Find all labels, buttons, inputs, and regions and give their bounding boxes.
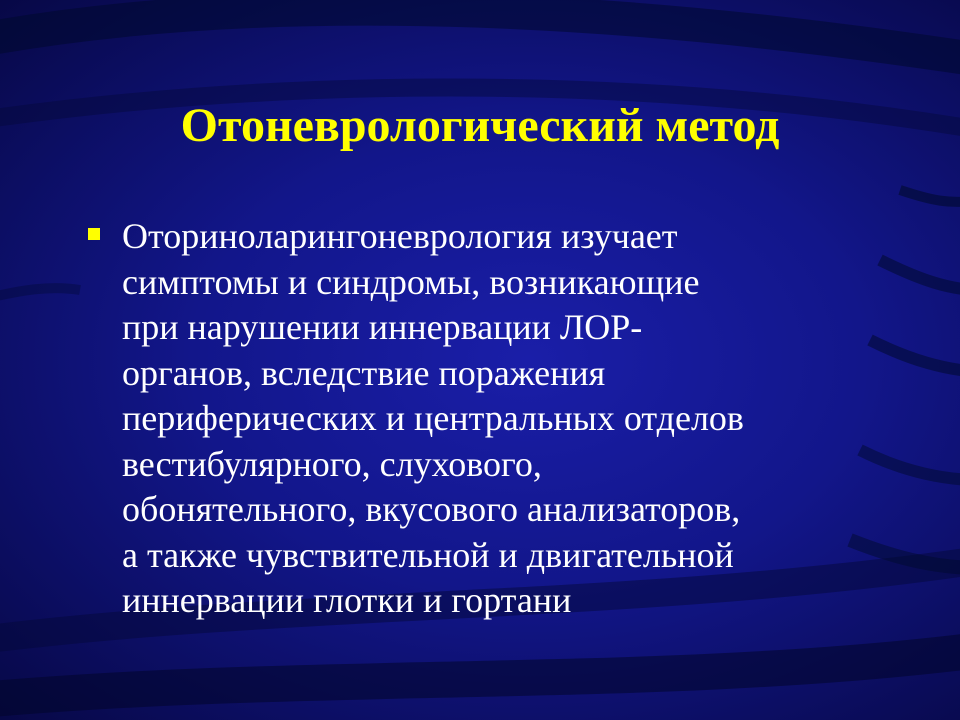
- bullet-item: [86, 214, 866, 624]
- slide-title: Отоневрологический метод: [180, 99, 780, 152]
- square-bullet-icon: [88, 228, 100, 240]
- bullet-line: а также чувствительной и двигательной: [122, 534, 734, 575]
- bullet-line: при нарушении иннервации ЛОР-: [122, 307, 643, 347]
- bullet-line: обонятельного, вкусового анализаторов,: [122, 489, 741, 529]
- bullet-list: [86, 214, 866, 624]
- bullet-line: вестибулярного, слухового,: [122, 443, 542, 484]
- bullet-line: симптомы и синдромы, возникающие: [122, 261, 700, 302]
- bullet-line: иннервации глотки и гортани: [122, 580, 572, 620]
- bullet-line: Оториноларингоневрология изучает: [122, 216, 678, 256]
- bullet-line: периферических и центральных отделов: [122, 398, 744, 438]
- bullet-line: органов, вследствие поражения: [122, 352, 606, 393]
